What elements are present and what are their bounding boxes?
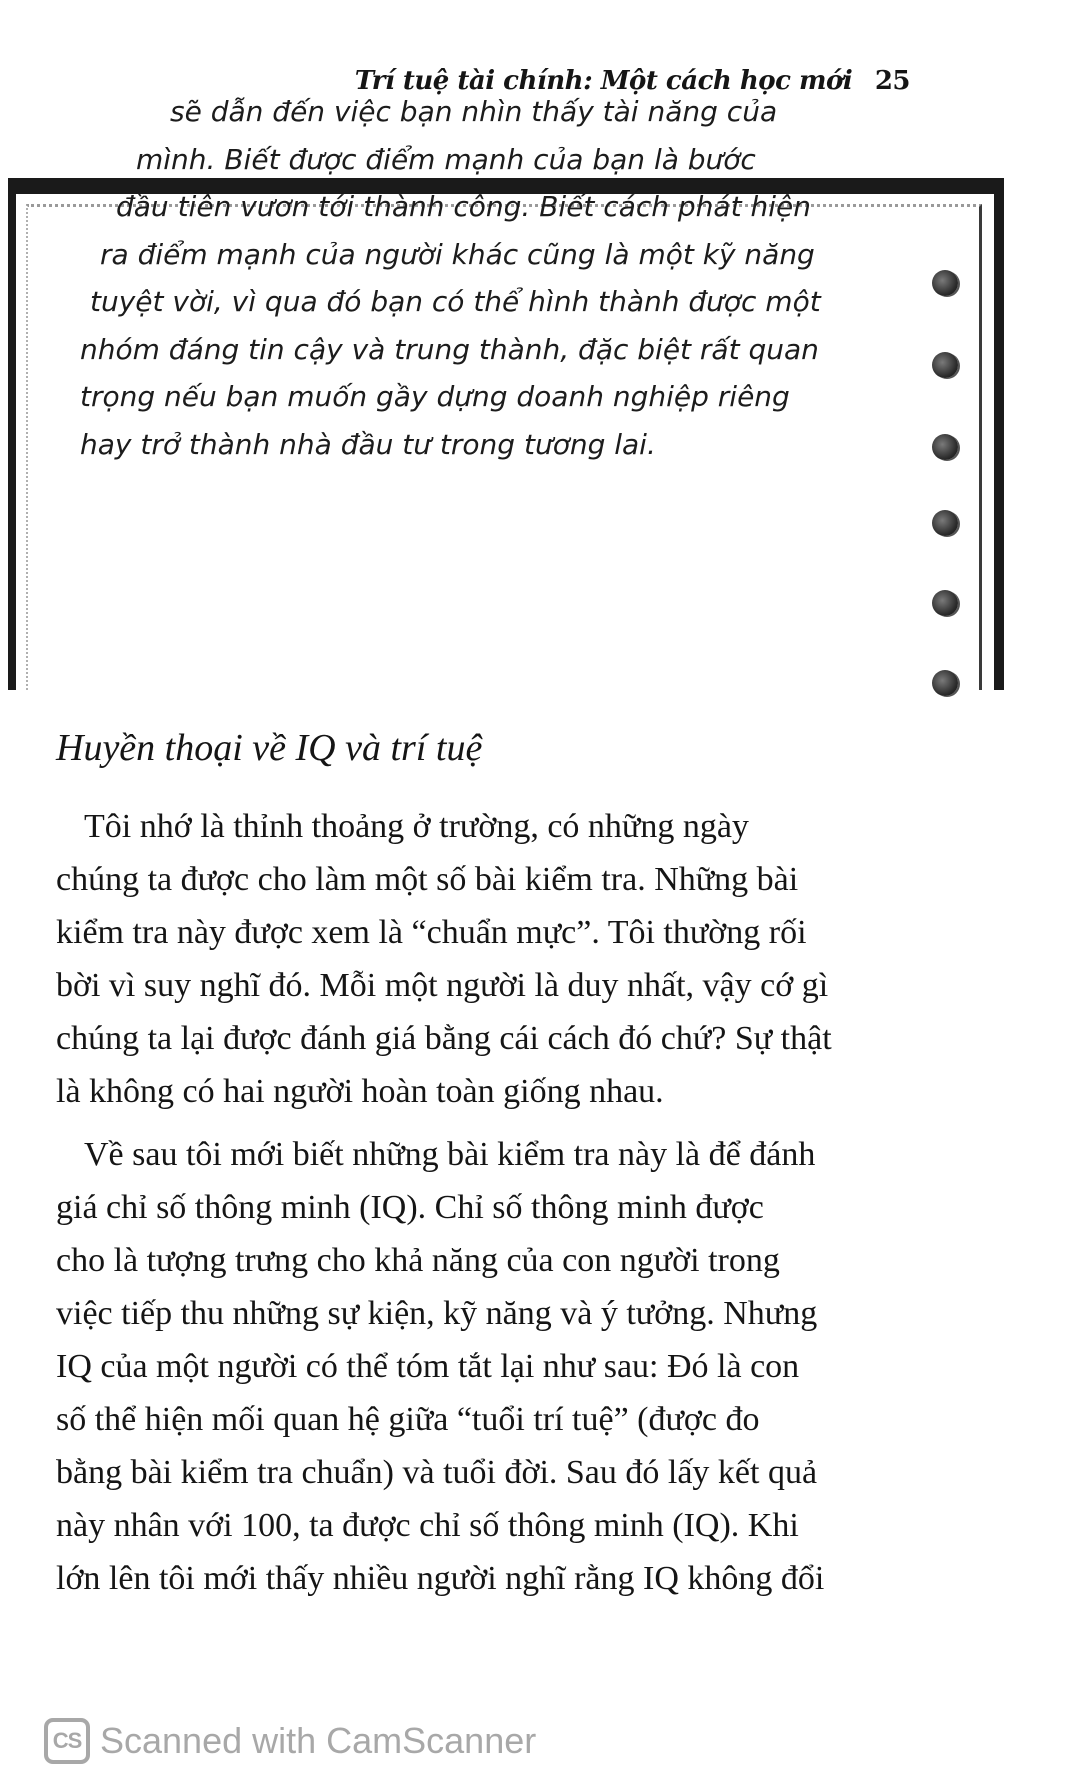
body-paragraph-2	[56, 1128, 916, 1605]
tip-line: trọng nếu bạn muốn gầy dựng doanh nghiệp riêng	[80, 380, 790, 413]
running-title: Trí tuệ tài chính: Một cách học mới	[354, 66, 853, 96]
page-number: 25	[874, 66, 910, 96]
paragraph-line: Tôi nhớ là thỉnh thoảng ở trường, có những ngày	[84, 808, 749, 845]
tip-line: tuyệt vời, vì qua đó bạn có thể hình thành được một	[90, 285, 821, 318]
bullet-dot-icon	[932, 670, 958, 696]
paragraph-line: này nhân với 100, ta được chỉ số thông minh (IQ). Khi	[56, 1507, 799, 1544]
body-paragraph-1	[56, 800, 916, 1118]
tip-line: ra điểm mạnh của người khác cũng là một kỹ năng	[100, 237, 815, 271]
paragraph-line: bời vì suy nghĩ đó. Mỗi một người là duy nhất, vậy cớ gì	[56, 967, 829, 1004]
bullet-dot-icon	[932, 270, 958, 296]
tip-line: sẽ dẫn đến việc bạn nhìn thấy tài năng của	[170, 95, 778, 128]
camscanner-logo-icon: CS	[44, 1718, 90, 1764]
bullet-dot-icon	[932, 352, 958, 378]
paragraph-line: số thể hiện mối quan hệ giữa “tuổi trí tuệ” (được đo	[56, 1401, 760, 1438]
bullet-dot-icon	[932, 590, 958, 616]
paragraph-line: bằng bài kiểm tra chuẩn) và tuổi đời. Sau đó lấy kết quả	[56, 1454, 818, 1491]
paragraph-line: IQ của một người có thể tóm tắt lại như sau: Đó là con	[56, 1348, 800, 1385]
bullet-dot-icon	[932, 434, 958, 460]
paragraph-line: Về sau tôi mới biết những bài kiểm tra này là để đánh	[84, 1136, 816, 1173]
paragraph-line: chúng ta được cho làm một số bài kiểm tra. Những bài	[56, 861, 799, 898]
paragraph-line: là không có hai người hoàn toàn giống nhau.	[56, 1073, 664, 1110]
tip-line: hay trở thành nhà đầu tư trong tương lai.	[80, 427, 656, 461]
paragraph-line: cho là tượng trưng cho khả năng của con người trong	[56, 1242, 780, 1279]
scanner-watermark	[44, 1718, 536, 1764]
tip-line: đầu tiên vươn tới thành công. Biết cách phát hiện	[116, 190, 811, 223]
paragraph-line: kiểm tra này được xem là “chuẩn mực”. Tôi thường rối	[56, 914, 807, 951]
paragraph-line: lớn lên tôi mới thấy nhiều người nghĩ rằng IQ không đổi	[56, 1560, 825, 1597]
tip-line: mình. Biết được điểm mạnh của bạn là bước	[136, 142, 756, 176]
tip-line: nhóm đáng tin cậy và trung thành, đặc biệt rất quan	[80, 332, 819, 366]
section-heading: Huyền thoại về IQ và trí tuệ	[56, 727, 483, 769]
watermark-text: Scanned with CamScanner	[100, 1720, 537, 1761]
paragraph-line: việc tiếp thu những sự kiện, kỹ năng và ý tưởng. Nhưng	[56, 1295, 818, 1332]
bullet-dot-icon	[932, 510, 958, 536]
paragraph-line: giá chỉ số thông minh (IQ). Chỉ số thông minh được	[56, 1189, 764, 1226]
paragraph-line: chúng ta lại được đánh giá bằng cái cách đó chứ? Sự thật	[56, 1020, 832, 1057]
tip-box-text	[80, 88, 892, 468]
